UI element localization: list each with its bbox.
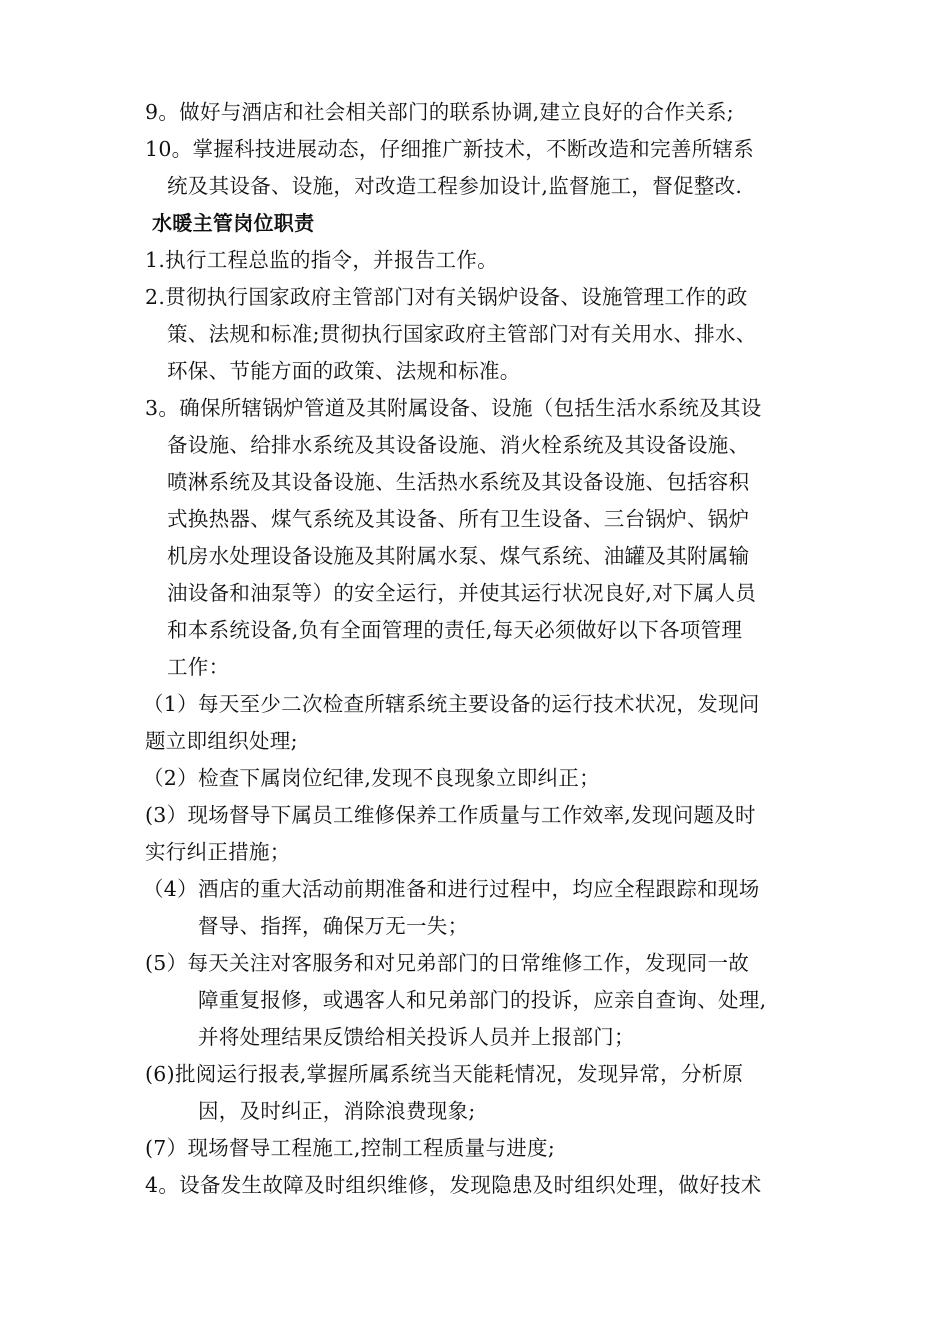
text-line-sub-1-cont: 题立即组织处理;: [145, 729, 298, 753]
text-line-item-1: 1.执行工程总监的指令，并报告工作。: [145, 248, 498, 272]
text-line-item-3-cont-4: 机房水处理设备设施及其附属水泵、煤气系统、油罐及其附属输: [167, 544, 750, 568]
text-line-sub-5-cont-1: 障重复报修，或遇客人和兄弟部门的投诉，应亲自查询、处理,: [198, 988, 767, 1012]
text-line-item-3: 3。确保所辖锅炉管道及其附属设备、设施（包括生活水系统及其设: [145, 396, 762, 420]
text-line-sub-4-cont: 督导、指挥，确保万无一失；: [198, 914, 469, 938]
text-line-item-3-cont-6: 和本系统设备,负有全面管理的责任,每天必须做好以下各项管理: [167, 618, 743, 642]
text-line-sub-5-cont-2: 并将处理结果反馈给相关投诉人员并上报部门；: [198, 1025, 635, 1049]
text-line-item-2-cont-2: 环保、节能方面的政策、法规和标准。: [167, 359, 521, 383]
text-line-item-3-cont-1: 备设施、给排水系统及其设备设施、消火栓系统及其设备设施、: [167, 433, 750, 457]
text-line-sub-7: (7）现场督导工程施工,控制工程质量与进度;: [145, 1136, 556, 1160]
text-line-sub-4: （4）酒店的重大活动前期准备和进行过程中，均应全程跟踪和现场: [143, 877, 760, 901]
text-line-sub-5: (5）每天关注对客服务和对兄弟部门的日常维修工作，发现同一故: [145, 951, 750, 975]
text-line-item-10-cont: 统及其设备、设施，对改造工程参加设计,监督施工，督促整改.: [167, 174, 743, 198]
text-line-sub-1: （1）每天至少二次检查所辖系统主要设备的运行技术状况，发现问: [143, 692, 760, 716]
text-line-item-10: 10。掌握科技进展动态，仔细推广新技术，不断改造和完善所辖系: [145, 137, 755, 161]
section-heading: 水暖主管岗位职责: [152, 211, 315, 235]
text-line-sub-2: （2）检查下属岗位纪律,发现不良现象立即纠正；: [143, 766, 600, 790]
text-line-item-2: 2.贯彻执行国家政府主管部门对有关锅炉设备、设施管理工作的政: [145, 285, 748, 309]
text-line-sub-6: (6)批阅运行报表,掌握所属系统当天能耗情况，发现异常，分析原: [145, 1062, 744, 1086]
text-line-item-3-cont-3: 式换热器、煤气系统及其设备、所有卫生设备、三台锅炉、锅炉: [167, 507, 750, 531]
text-line-item-3-cont-2: 喷淋系统及其设备设施、生活热水系统及其设备设施、包括容积: [167, 470, 750, 494]
text-line-item-2-cont-1: 策、法规和标准;贯彻执行国家政府主管部门对有关用水、排水、: [167, 322, 757, 346]
text-line-sub-6-cont: 因，及时纠正，消除浪费现象;: [198, 1099, 476, 1123]
text-line-sub-3-cont: 实行纠正措施；: [145, 840, 291, 864]
text-line-item-9: 9。做好与酒店和社会相关部门的联系协调,建立良好的合作关系;: [145, 100, 734, 124]
text-line-item-4: 4。设备发生故障及时组织维修，发现隐患及时组织处理，做好技术: [145, 1173, 762, 1197]
text-line-item-3-cont-7: 工作：: [167, 655, 230, 679]
text-line-sub-3: (3）现场督导下属员工维修保养工作质量与工作效率,发现问题及时: [145, 803, 756, 827]
text-line-item-3-cont-5: 油设备和油泵等）的安全运行，并使其运行状况良好,对下属人员: [167, 581, 757, 605]
